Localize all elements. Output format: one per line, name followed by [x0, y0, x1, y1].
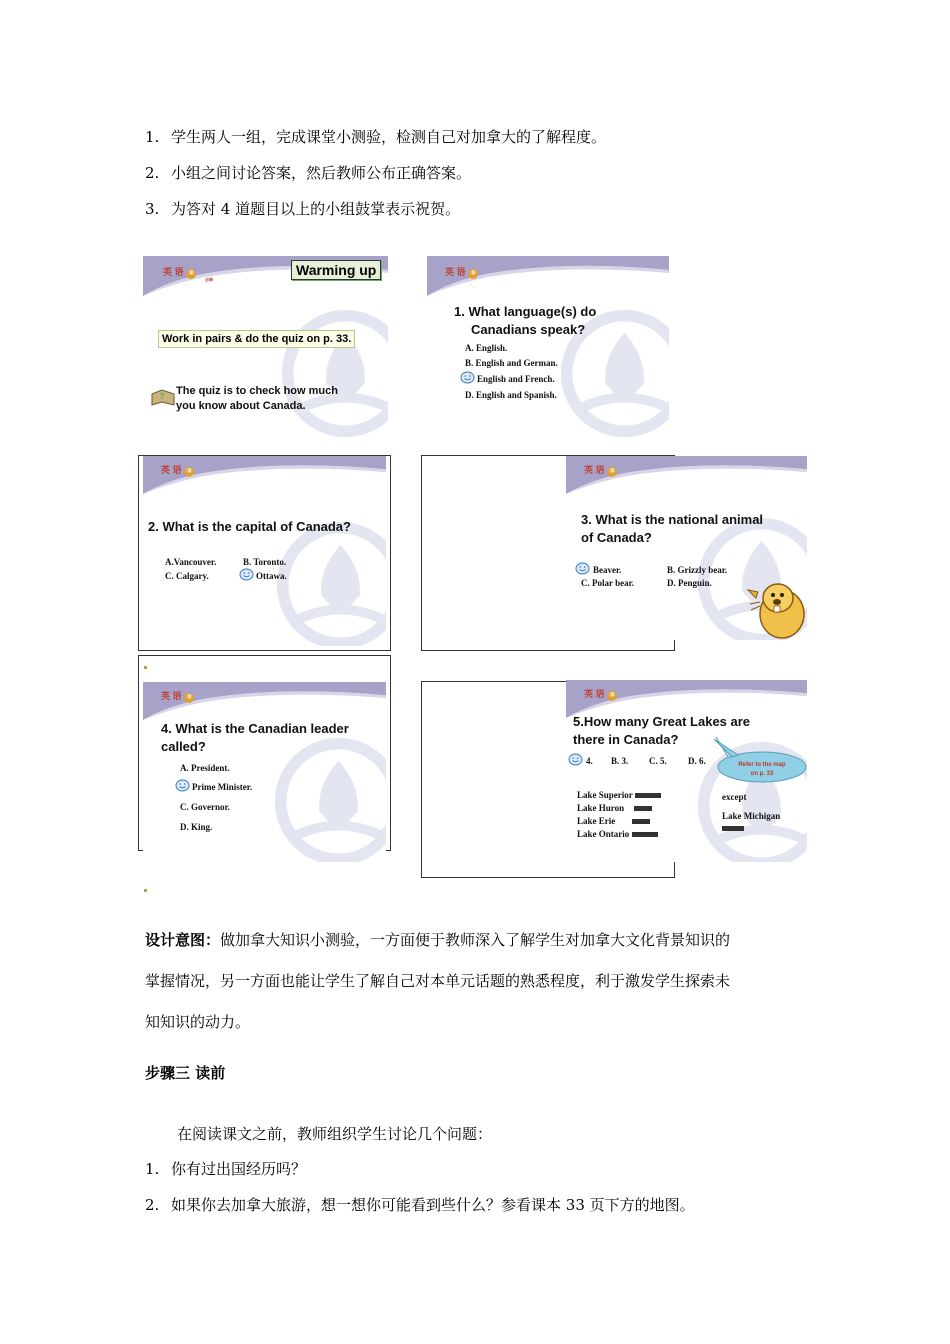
question-line-2: of Canada? — [581, 530, 652, 545]
lake-row-3: Lake Erie — [577, 816, 650, 826]
step-item-2 — [145, 163, 471, 183]
warming-up-tag: Warming up — [291, 260, 381, 280]
slide-question-5 — [566, 680, 807, 862]
except-label: except — [722, 792, 747, 802]
step-item-3 — [145, 199, 460, 219]
lake-row-1: Lake Superior — [577, 790, 661, 800]
step-number: 1. — [145, 128, 160, 146]
question-number: 2. — [145, 1196, 160, 1214]
slide-brand-sub: 必修 — [205, 277, 213, 282]
question-line-1: 4. What is the Canadian leader — [161, 721, 349, 736]
intro-text: 在阅读课文之前，教师组织学生讨论几个问题： — [177, 1125, 493, 1143]
step-number: 2. — [145, 164, 160, 182]
anchor-marker — [144, 666, 147, 669]
lake-row-4: Lake Ontario — [577, 829, 658, 839]
question-line-2: Canadians speak? — [471, 322, 586, 337]
question-line-2: called? — [161, 739, 206, 754]
slide-brand: 英 语 ③ — [584, 687, 617, 701]
option-c: C. 5. — [649, 756, 667, 766]
slide-brand: 英 语 ③ — [584, 463, 617, 477]
question-text: 2. What is the capital of Canada? — [148, 519, 351, 534]
design-intent-line-2: 掌握情况，另一方面也能让学生了解自己对本单元话题的熟悉程度，利于激发学生探索未 — [145, 972, 731, 990]
correct-answer-smiley-icon — [575, 562, 590, 575]
slide-brand: 英 语 ③ — [161, 689, 194, 703]
slide-brand: 英 语 ③ — [161, 463, 194, 477]
option-c: English and French. — [477, 374, 555, 384]
option-d: D. King. — [180, 822, 213, 832]
step-text: 为答对 4 道题目以上的小组鼓掌表示祝贺。 — [171, 200, 461, 218]
option-d: D. Penguin. — [667, 578, 712, 588]
option-a: A. President. — [180, 763, 230, 773]
section-heading: 步骤三 读前 — [145, 1064, 226, 1082]
slide-brand: 英 语 ③ — [163, 265, 196, 279]
note-line-1: The quiz is to check how much — [176, 385, 338, 397]
option-a: A. English. — [465, 343, 508, 353]
bubble-line-2: on p. 33 — [750, 771, 774, 777]
watermark-logo-icon — [273, 518, 386, 646]
option-c: C. Polar bear. — [581, 578, 634, 588]
beaver-mascot-icon — [746, 568, 807, 640]
watermark-logo-icon — [271, 734, 386, 862]
option-c: C. Governor. — [180, 802, 230, 812]
slide-question-1 — [427, 256, 669, 438]
slide-question-4 — [143, 682, 386, 862]
option-d: D. English and Spanish. — [465, 390, 557, 400]
option-b: B. 3. — [611, 756, 629, 766]
option-a: Beaver. — [593, 565, 622, 575]
step-item-1 — [145, 127, 606, 147]
option-a: A.Vancouver. — [165, 557, 217, 567]
slide-warming-up — [143, 256, 388, 438]
option-d: Ottawa. — [256, 571, 287, 581]
design-intent-label: 设计意图： — [145, 931, 221, 949]
slide-question-3 — [566, 456, 807, 640]
bubble-text — [718, 761, 806, 779]
book-icon — [150, 388, 176, 408]
question-item-2 — [145, 1195, 695, 1215]
watermark-logo-icon — [278, 306, 388, 438]
option-b: B. Grizzly bear. — [667, 565, 728, 575]
bubble-line-1: Refer to the map — [738, 762, 786, 768]
note-line-2: you know about Canada. — [176, 400, 306, 412]
except-lake-cn — [722, 826, 744, 831]
step-number: 3. — [145, 200, 160, 218]
question-text: 你有过出国经历吗？ — [171, 1160, 307, 1178]
option-d: D. 6. — [688, 756, 706, 766]
option-b: Prime Minister. — [192, 782, 253, 792]
correct-answer-smiley-icon — [460, 371, 475, 384]
option-b: B. English and German. — [465, 358, 558, 368]
question-item-1 — [145, 1159, 306, 1179]
step-text: 学生两人一组，完成课堂小测验，检测自己对加拿大的了解程度。 — [171, 128, 607, 146]
question-text: 如果你去加拿大旅游，想一想你可能看到些什么？参看课本 33 页下方的地图。 — [171, 1196, 695, 1214]
design-intent-line-3: 知知识的动力。 — [145, 1013, 251, 1031]
option-b: B. Toronto. — [243, 557, 287, 567]
design-intent-paragraph — [145, 920, 810, 1043]
question-line-1: 5.How many Great Lakes are — [573, 714, 751, 729]
question-number: 1. — [145, 1160, 160, 1178]
except-lake: Lake Michigan — [722, 811, 781, 821]
correct-answer-smiley-icon — [568, 753, 583, 766]
slide-brand: 英 语 ③ — [445, 265, 478, 279]
design-intent-line-1: 设计意图：做加拿大知识小测验，一方面便于教师深入了解学生对加拿大文化背景知识的 — [145, 931, 731, 949]
correct-answer-smiley-icon — [239, 568, 254, 581]
slide-footer — [311, 419, 312, 424]
question-line-1: 1. What language(s) do — [454, 304, 597, 319]
step-text: 小组之间讨论答案，然后教师公布正确答案。 — [171, 164, 472, 182]
pair-work-instruction: Work in pairs & do the quiz on p. 33. — [158, 330, 355, 348]
option-a: 4. — [586, 756, 593, 766]
svg-text:?: ? — [159, 392, 165, 401]
correct-answer-smiley-icon — [175, 779, 190, 792]
lake-row-2: Lake Huron — [577, 803, 652, 813]
slide-question-2 — [143, 456, 386, 646]
question-line-2: there in Canada? — [573, 732, 679, 747]
anchor-marker — [144, 889, 147, 892]
option-c: C. Calgary. — [165, 571, 209, 581]
question-line-1: 3. What is the national animal — [581, 512, 764, 527]
